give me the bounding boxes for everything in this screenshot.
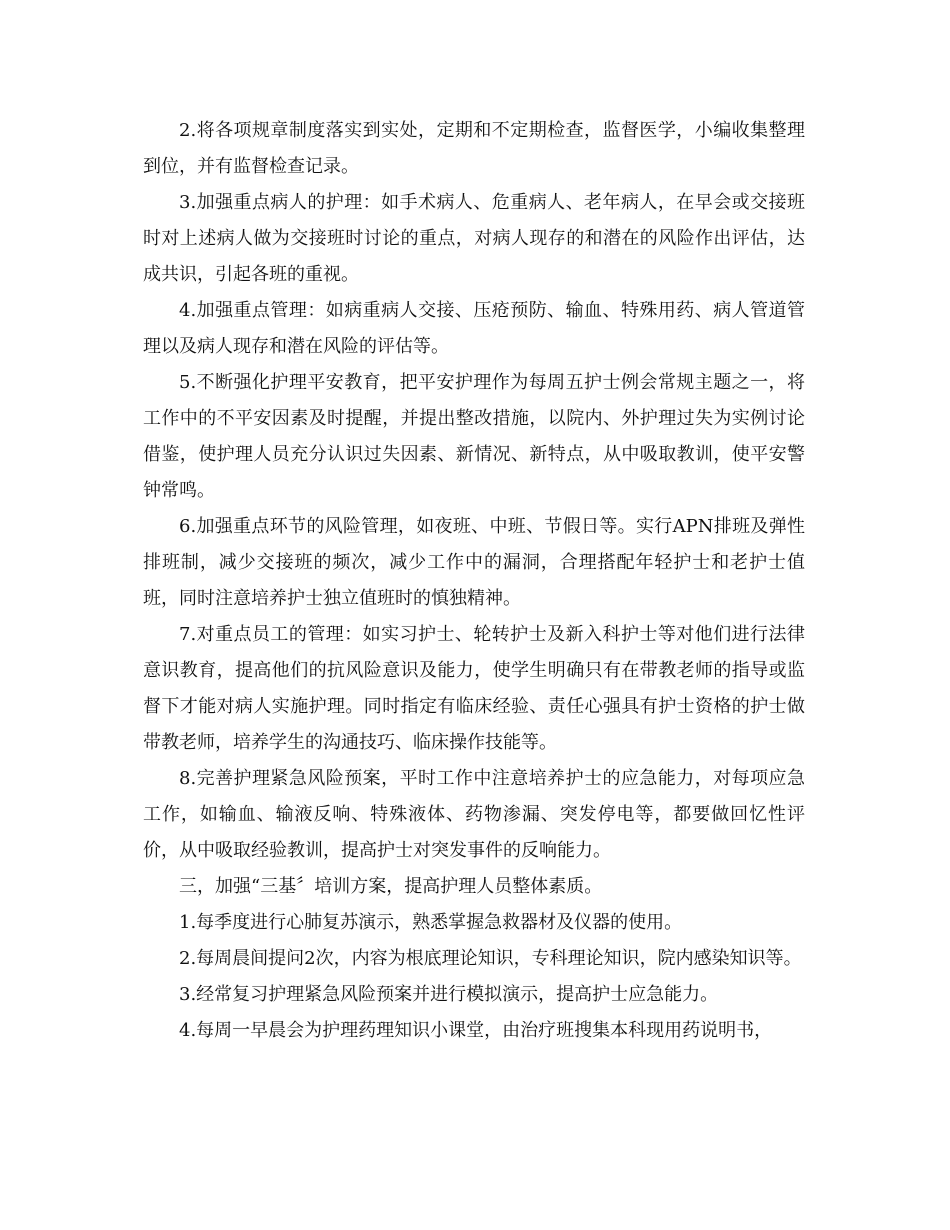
paragraph-training-3: 3.经常复习护理紧急风险预案并进行模拟演示，提高护士应急能力。 [179,984,719,1005]
paragraph-2-regulations: 2.将各项规章制度落实到实处，定期和不定期检查，监督医学，小编收集整理到位，并有监督检查记录。 [143,120,805,177]
paragraph-3-key-patients: 3.加强重点病人的护理：如手术病人、危重病人、老年病人，在早会或交接班时对上述病人做为交接班时讨论的重点，对病人现存的和潜在的风险作出评估，达成共识，引起各班的重视。 [143,192,805,285]
paragraph-training-2: 2.每周晨间提问2次，内容为根底理论知识，专科理论知识，院内感染知识等。 [179,948,802,969]
paragraph-7-staff-management: 7.对重点员工的管理：如实习护士、轮转护士及新入科护士等对他们进行法律意识教育，提高他们的抗风险意识及能力，使学生明确只有在带教老师的指导或监督下才能对病人实施护理。同时指定有临床经验、责任心强具有护士资格的护士做带教老师，培养学生的沟通技巧、临床操作技能等。 [143,624,805,753]
paragraph-6-risk-management: 6.加强重点环节的风险管理，如夜班、中班、节假日等。实行APN排班及弹性排班制，减少交接班的频次，减少工作中的漏洞，合理搭配年轻护士和老护士值班，同时注意培养护士独立值班时的慎独精神。 [143,516,805,609]
section-heading-three-basics: 三，加强“三基〞培训方案，提高护理人员整体素质。 [179,876,603,897]
paragraph-4-key-management: 4.加强重点管理：如病重病人交接、压疮预防、输血、特殊用药、病人管道管理以及病人现存和潜在风险的评估等。 [143,300,805,357]
paragraph-training-4: 4.每周一早晨会为护理药理知识小课堂，由治疗班搜集本科现用药说明书， [179,1020,773,1041]
paragraph-training-1: 1.每季度进行心肺复苏演示，熟悉掌握急救器材及仪器的使用。 [179,912,683,933]
paragraph-8-emergency-plan: 8.完善护理紧急风险预案，平时工作中注意培养护士的应急能力，对每项应急工作，如输血、输液反响、特殊液体、药物渗漏、突发停电等，都要做回忆性评价，从中吸取经验教训，提高护士对突发事件的反响能力。 [143,768,805,861]
document-body [143,113,805,1049]
paragraph-5-safety-education: 5.不断强化护理平安教育，把平安护理作为每周五护士例会常规主题之一，将工作中的不平安因素及时提醒，并提出整改措施，以院内、外护理过失为实例讨论借鉴，使护理人员充分认识过失因素、新情况、新特点，从中吸取教训，使平安警钟常鸣。 [143,372,805,501]
